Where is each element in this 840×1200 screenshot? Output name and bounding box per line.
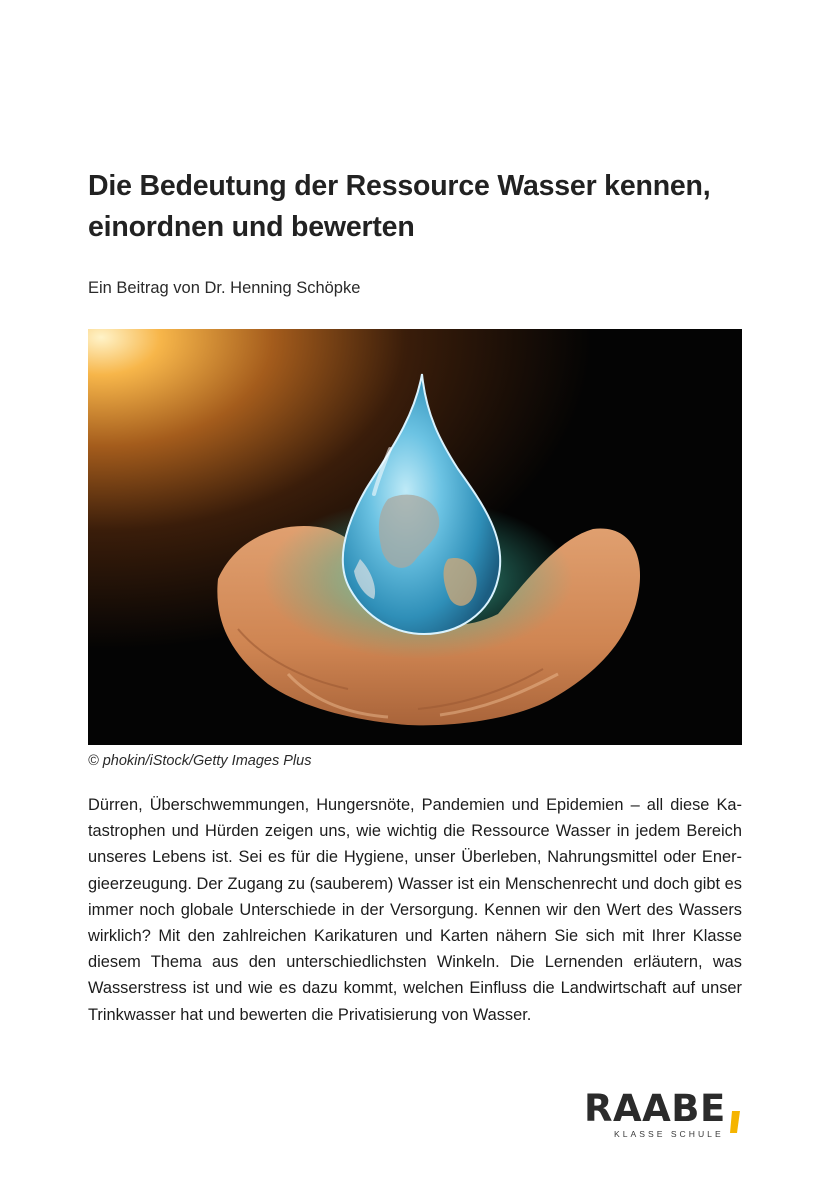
logo-wordmark: RAABE: [584, 1087, 726, 1130]
document-title: Die Bedeutung der Ressource Wasser kennen, einordnen und bewerten: [88, 170, 711, 243]
cover-photo: [88, 329, 742, 745]
raabe-logo: [584, 1089, 754, 1141]
logo-comma-icon: [730, 1111, 740, 1133]
logo-tagline: KLASSE SCHULE: [614, 1129, 724, 1139]
image-credit: © phokin/iStock/Getty Images Plus: [88, 753, 312, 769]
author-byline: Ein Beitrag von Dr. Henning Schöpke: [88, 279, 361, 297]
intro-paragraph: Dürren, Überschwemmungen, Hungersnöte, Pandemien und Epidemien – all diese Katastrophen und Hürden zeigen uns, wie wichtig die Ressource Wasser in jedem Bereich unseres Lebens ist. Sei es für die Hygiene, unser Überleben, Nahrungsmittel oder Energieerzeugung. Der Zugang zu (sauberem) Wasser ist ein Menschenrecht und doch gibt es immer noch globale Unterschiede in der Versorgung. Kennen wir den Wert des Wassers wirklich? Mit den zahlreichen Karikaturen und Karten nähern Sie sich mit Ihrer Klasse diesem Thema aus den unterschiedlichsten Winkeln. Die Lernenden erläutern, was Wasserstress ist und wie es dazu kommt, welchen Einfluss die Landwirtschaft auf unser Trinkwasser hat und bewerten die Privatisierung von Wasser.: [88, 796, 742, 1024]
water-drop-earth-hands-illustration: [88, 329, 742, 745]
